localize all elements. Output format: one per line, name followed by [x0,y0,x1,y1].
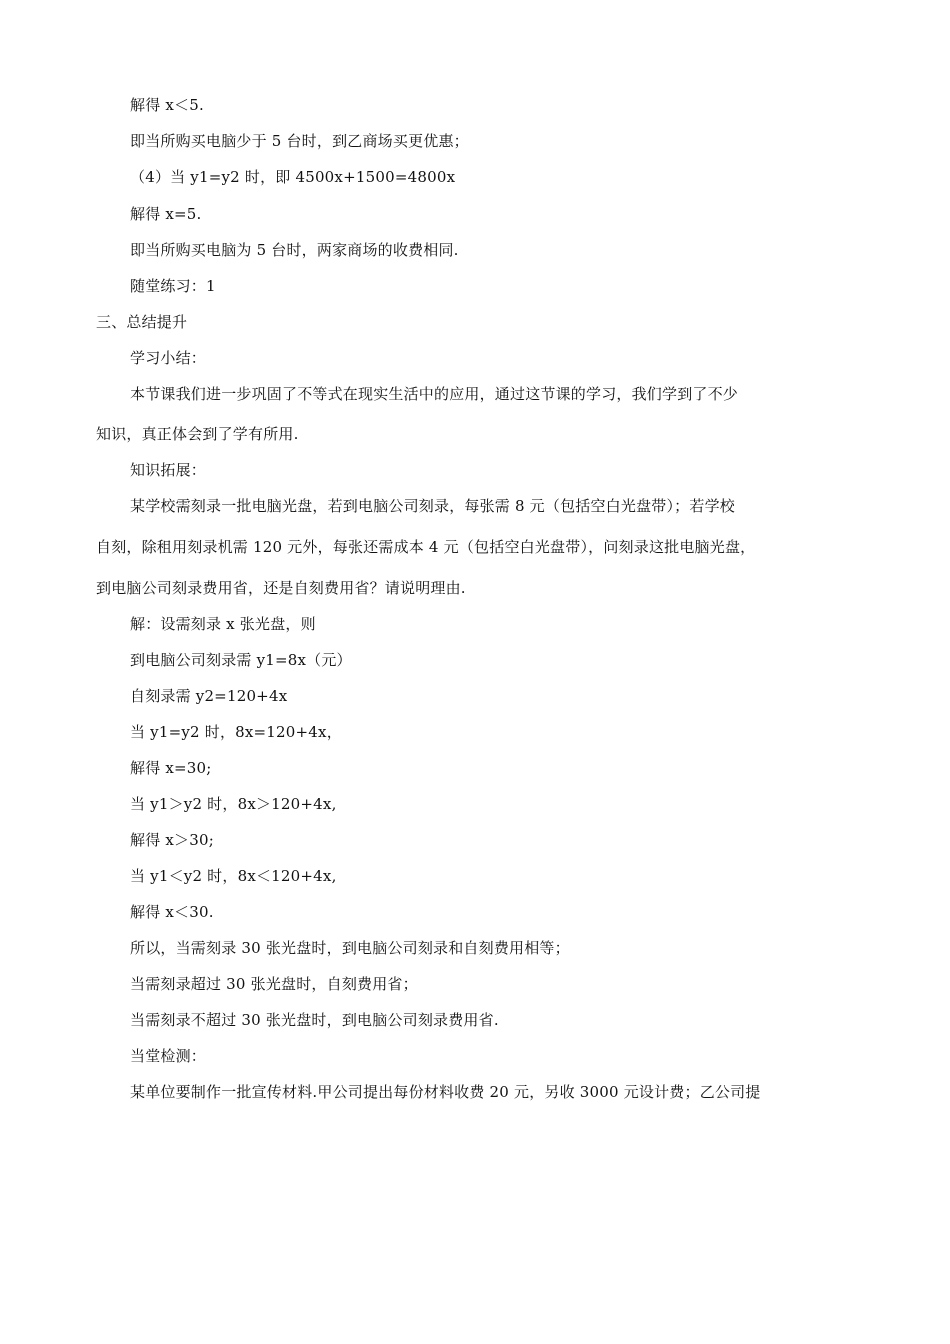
text-line: 即当所购买电脑少于 5 台时，到乙商场买更优惠； [130,132,469,150]
text-line: 随堂练习：1 [130,277,216,295]
paragraph-line: 本节课我们进一步巩固了不等式在现实生活中的应用，通过这节课的学习，我们学到了不少 [130,385,739,403]
section-heading: 三、总结提升 [96,313,188,331]
text-line: 即当所购买电脑为 5 台时，两家商场的收费相同. [130,241,459,259]
subheading: 知识拓展： [130,461,207,479]
text-line: 自刻录需 y2=120+4x [130,687,288,705]
text-line: 当 y1＜y2 时，8x＜120+4x, [130,867,337,885]
text-line: 解：设需刻录 x 张光盘，则 [130,615,316,633]
text-line: 当需刻录超过 30 张光盘时，自刻费用省； [130,975,418,993]
text-line: 当需刻录不超过 30 张光盘时，到电脑公司刻录费用省. [130,1011,499,1029]
text-line: 解得 x＜30. [130,903,214,921]
text-line: 解得 x＞30; [130,831,214,849]
subheading: 当堂检测： [130,1047,207,1065]
text-line: 解得 x=5. [130,205,202,223]
text-line: 到电脑公司刻录需 y1=8x（元） [130,651,352,669]
paragraph-line: 到电脑公司刻录费用省，还是自刻费用省？请说明理由. [96,579,466,597]
text-line: （4）当 y1=y2 时，即 4500x+1500=4800x [130,168,456,186]
text-line: 解得 x=30; [130,759,212,777]
paragraph-line: 知识，真正体会到了学有所用. [96,425,299,443]
text-line: 解得 x＜5. [130,96,204,114]
text-line: 当 y1＞y2 时，8x＞120+4x, [130,795,337,813]
paragraph-line: 自刻，除租用刻录机需 120 元外，每张还需成本 4 元（包括空白光盘带），问刻录这批电脑光盘， [96,538,756,556]
subheading: 学习小结： [130,349,207,367]
text-line: 当 y1=y2 时，8x=120+4x， [130,723,342,741]
text-line: 所以，当需刻录 30 张光盘时，到电脑公司刻录和自刻费用相等； [130,939,570,957]
paragraph-line: 某单位要制作一批宣传材料.甲公司提出每份材料收费 20 元，另收 3000 元设计费；乙公司提 [130,1083,761,1101]
paragraph-line: 某学校需刻录一批电脑光盘，若到电脑公司刻录，每张需 8 元（包括空白光盘带）；若学校 [130,497,735,515]
